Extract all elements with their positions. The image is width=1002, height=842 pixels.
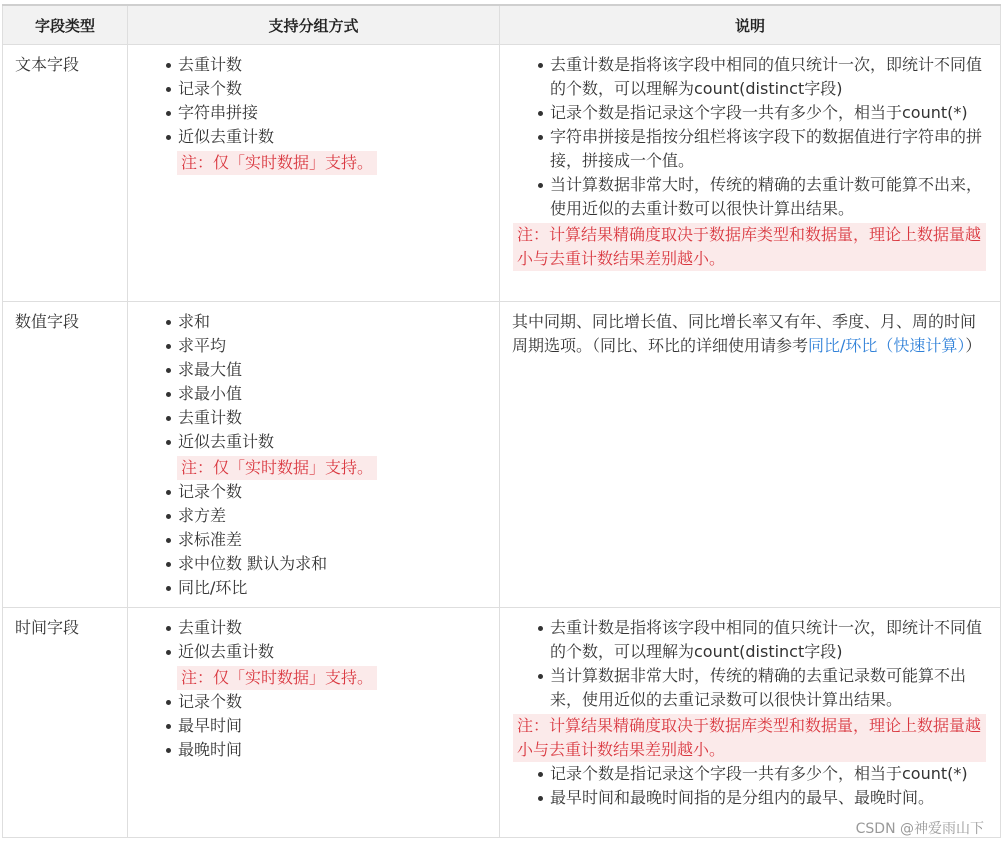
yoy-mom-link[interactable]: 同比/环比（快速计算）	[808, 336, 966, 355]
header-field-type: 字段类型	[3, 5, 128, 45]
list-item-label: 近似去重计数	[178, 642, 275, 661]
field-type-cell: 文本字段	[3, 45, 128, 302]
methods-cell	[128, 608, 500, 838]
description-list	[500, 608, 1000, 712]
table-row	[3, 45, 1001, 302]
list-item-label: 近似去重计数	[178, 127, 275, 146]
list-item: 求标准差	[166, 528, 499, 552]
list-item: 去重计数是指将该字段中相同的值只统计一次，即统计不同值的个数，可以理解为count(distinct字段)	[538, 53, 986, 101]
description-list	[500, 762, 1000, 810]
field-grouping-table	[2, 4, 1001, 838]
description-cell	[500, 45, 1001, 302]
field-type-cell: 数值字段	[3, 302, 128, 608]
list-item	[166, 640, 499, 690]
list-item	[166, 125, 499, 175]
list-item: 求平均	[166, 334, 499, 358]
list-item: 同比/环比	[166, 576, 499, 600]
field-type-cell: 时间字段	[3, 608, 128, 838]
accuracy-note: 注：计算结果精确度取决于数据库类型和数据量，理论上数据量越小与去重计数结果差别越小。	[513, 714, 986, 762]
realtime-only-note: 注：仅「实时数据」支持。	[177, 666, 377, 690]
table-row	[3, 302, 1001, 608]
header-grouping-method: 支持分组方式	[128, 5, 500, 45]
list-item: 当计算数据非常大时，传统的精确的去重计数可能算不出来，使用近似的去重计数可以很快计算出结果。	[538, 173, 986, 221]
list-item: 去重计数	[166, 616, 499, 640]
list-item: 字符串拼接是指按分组栏将该字段下的数据值进行字符串的拼接，拼接成一个值。	[538, 125, 986, 173]
description-list	[500, 45, 1000, 221]
table-row	[3, 608, 1001, 838]
methods-list	[128, 608, 499, 762]
list-item: 最晚时间	[166, 738, 499, 762]
watermark: CSDN @神爱雨山下	[855, 821, 984, 837]
list-item: 去重计数是指将该字段中相同的值只统计一次，即统计不同值的个数，可以理解为count(distinct字段)	[538, 616, 986, 664]
description-paragraph	[500, 302, 1000, 358]
methods-cell	[128, 302, 500, 608]
list-item-label: 近似去重计数	[178, 432, 275, 451]
methods-cell	[128, 45, 500, 302]
list-item: 最早时间	[166, 714, 499, 738]
description-cell	[500, 302, 1001, 608]
list-item: 求和	[166, 310, 499, 334]
list-item	[166, 430, 499, 480]
methods-list	[128, 45, 499, 175]
description-tail: ）	[965, 336, 982, 355]
list-item: 记录个数	[166, 480, 499, 504]
realtime-only-note: 注：仅「实时数据」支持。	[177, 151, 377, 175]
list-item: 去重计数	[166, 406, 499, 430]
list-item: 记录个数是指记录这个字段一共有多少个，相当于count(*)	[538, 101, 986, 125]
list-item: 当计算数据非常大时，传统的精确的去重记录数可能算不出来，使用近似的去重记录数可以很快计算出结果。	[538, 664, 986, 712]
header-description: 说明	[500, 5, 1001, 45]
realtime-only-note: 注：仅「实时数据」支持。	[177, 456, 377, 480]
list-item: 求最大值	[166, 358, 499, 382]
description-text: 其中同期、同比增长值、同比增长率又有年、季度、月、周的时间周期选项。（同比、环比的详细使用请参考	[512, 312, 977, 355]
description-cell	[500, 608, 1001, 838]
list-item: 求方差	[166, 504, 499, 528]
list-item: 最早时间和最晚时间指的是分组内的最早、最晚时间。	[538, 786, 986, 810]
list-item: 去重计数	[166, 53, 499, 77]
table-header-row	[3, 5, 1001, 45]
accuracy-note: 注：计算结果精确度取决于数据库类型和数据量，理论上数据量越小与去重计数结果差别越小。	[513, 223, 986, 271]
methods-list	[128, 302, 499, 600]
list-item: 求中位数 默认为求和	[166, 552, 499, 576]
list-item: 字符串拼接	[166, 101, 499, 125]
list-item: 记录个数	[166, 77, 499, 101]
list-item: 记录个数是指记录这个字段一共有多少个，相当于count(*)	[538, 762, 986, 786]
list-item: 记录个数	[166, 690, 499, 714]
list-item: 求最小值	[166, 382, 499, 406]
